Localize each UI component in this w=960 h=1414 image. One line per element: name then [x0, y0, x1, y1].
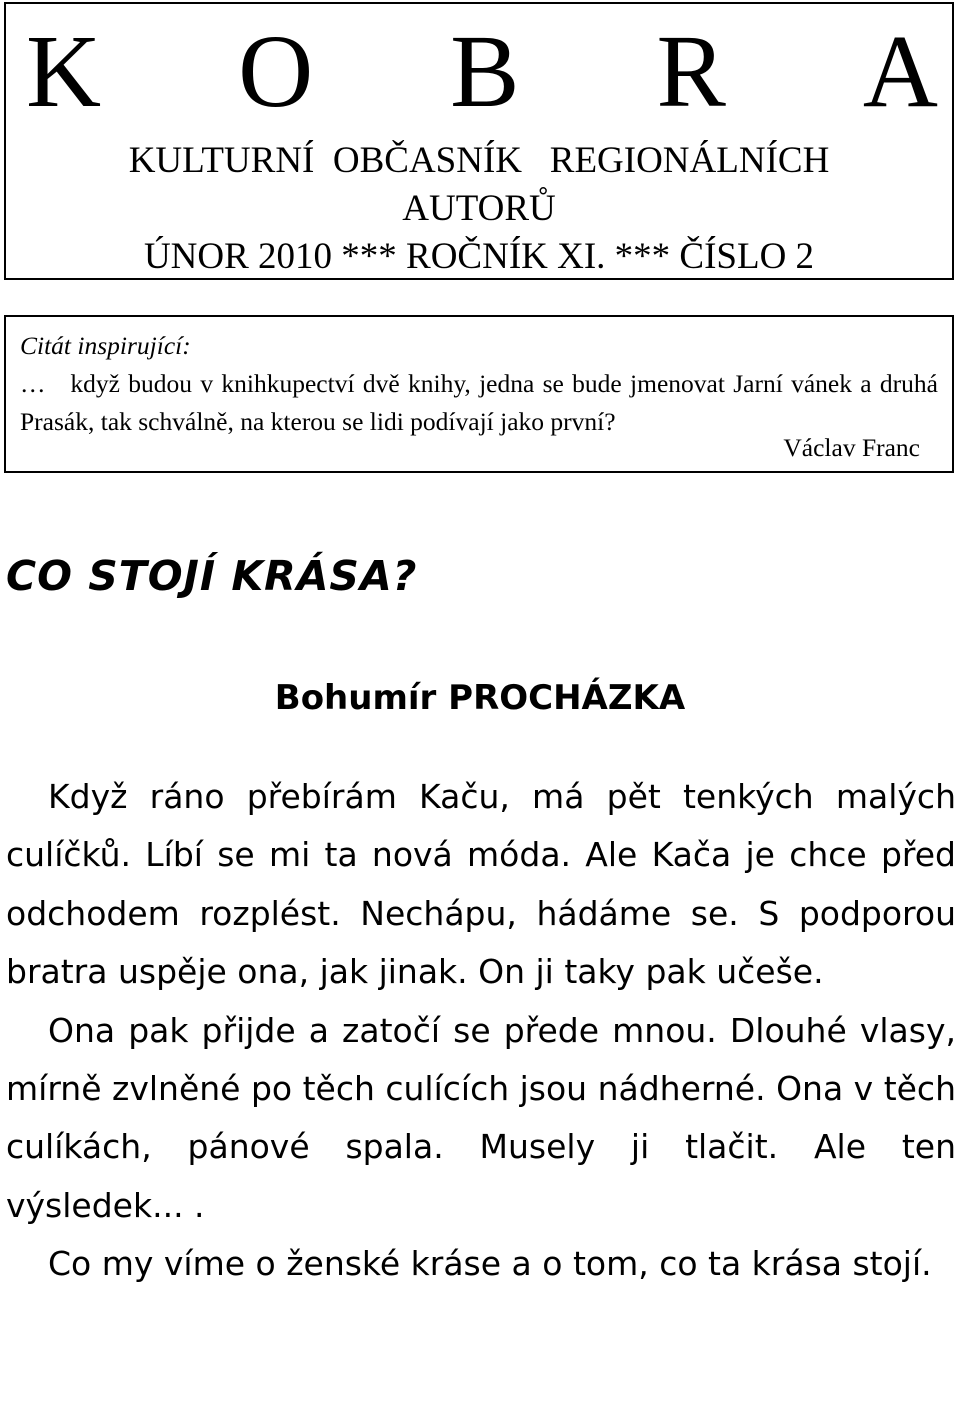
quote-author: Václav Franc: [783, 433, 920, 462]
article-paragraph: Co my víme o ženské kráse a o tom, co ta krása stojí.: [48, 1244, 932, 1284]
masthead-box: [4, 2, 954, 280]
masthead-subtitle-line1: KULTURNÍ OBČASNÍK REGIONÁLNÍCH: [128, 140, 830, 181]
masthead-letter-r: R: [656, 14, 726, 129]
masthead-issue-line: ÚNOR 2010 *** ROČNÍK XI. *** ČÍSLO 2: [143, 236, 815, 277]
quote-box: [4, 315, 954, 473]
masthead-letter-k: K: [26, 14, 102, 129]
article-author: Bohumír PROCHÁZKA: [274, 678, 686, 718]
quote-text: … když budou v knihkupectví dvě knihy, jedna se bude jmenovat Jarní vánek a druhá Prasák, tak schválně, na kterou se lidi podívají jako první?: [20, 369, 945, 436]
article-heading: CO STOJÍ KRÁSA?: [6, 552, 418, 600]
article-paragraph: Když ráno přebírám Kaču, má pět tenkých malých culíčků. Líbí se mi ta nová móda. Ale Kača je chce před odchodem rozplést. Nechápu, hádáme se. S podporou bratra uspěje ona, jak jinak. On ji taky pak učeše.: [6, 777, 956, 992]
article-body: [6, 768, 956, 1294]
masthead-letter-b: B: [450, 14, 520, 129]
masthead-letter-a: A: [862, 14, 938, 129]
masthead-title: [26, 12, 938, 132]
article-paragraph: Ona pak přijde a zatočí se přede mnou. Dlouhé vlasy, mírně zvlněné po těch culících jsou nádherné. Ona v těch culíkách, pánové spala. Musely ji tlačit. Ale ten výsledek... .: [6, 1010, 956, 1225]
quote-label: Citát inspirující:: [20, 331, 191, 360]
masthead-letter-o: O: [238, 14, 314, 129]
masthead-subtitle-line2: AUTORŮ: [402, 188, 556, 229]
